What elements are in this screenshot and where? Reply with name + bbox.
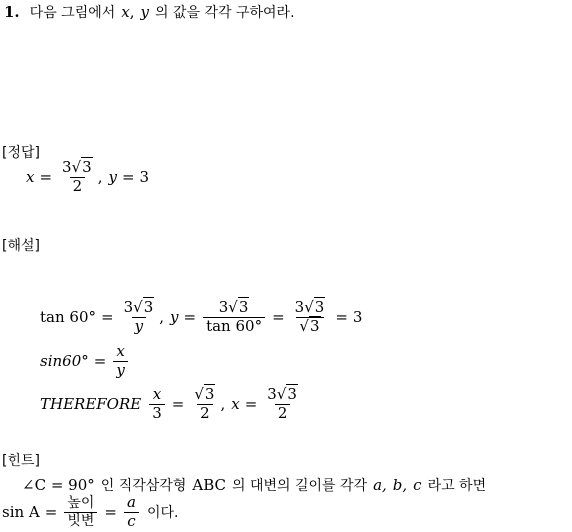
sol3-frac2-den: 2 [197, 404, 213, 422]
answer-y-eq: = [121, 168, 135, 187]
answer-y-val: 3 [139, 168, 150, 187]
sol1-frac2: $\frac{3√3}{\tan 60^\circ}$ [203, 300, 265, 335]
sol1-frac3-root: 3 [314, 298, 325, 316]
problem-var-x: x [121, 3, 130, 21]
hint-angle: ∠C = 90° [22, 476, 95, 494]
answer-x-num-coef: 3 [62, 158, 72, 176]
sol1-frac2-coef: 3 [218, 298, 229, 316]
sol3-frac1-num: x [152, 385, 162, 403]
hint-line-1 [22, 475, 486, 495]
sol1-frac3-coef: 3 [294, 298, 305, 316]
problem-comma: , [129, 3, 135, 21]
sol3-eq2: = [244, 395, 258, 414]
sol3-frac2-root: 3 [204, 385, 215, 403]
hint-frac1-den: 빗변 [64, 512, 97, 529]
hint-text4: 이다. [146, 505, 179, 522]
hint-a: a, [373, 476, 387, 494]
hint-eq1: = [44, 503, 58, 522]
sol3-therefore: THEREFORE [40, 395, 142, 414]
answer-formula [26, 160, 149, 195]
hint-frac2-num: a [126, 493, 136, 511]
solution-line-2 [40, 344, 130, 379]
answer-x: x [26, 168, 35, 187]
sol1-frac1: $\frac{3√3}{y}$ [123, 298, 154, 335]
problem-var-y: y [140, 3, 150, 21]
answer-comma: , [97, 168, 103, 187]
sol3-x: x [231, 395, 240, 414]
hint-c: c [413, 476, 422, 494]
problem-number: 1. [4, 3, 20, 21]
sol3-comma: , [220, 395, 226, 414]
sol1-frac1-root: 3 [143, 298, 154, 316]
sol3-frac2: $\frac{√3}{2}$ [194, 385, 215, 422]
hint-text2: 의 대변의 길이를 각각 [231, 478, 368, 494]
solution-line-3 [40, 387, 303, 422]
sol1-frac1-coef: 3 [123, 298, 134, 316]
sol3-frac3-den: 2 [275, 404, 291, 422]
problem-line [4, 2, 295, 22]
hint-sin: sin A [2, 503, 40, 522]
hint-frac1 [64, 496, 97, 528]
hint-header: [힌트] [2, 453, 40, 469]
answer-x-fraction: $\frac{3√3}{2}$ [62, 158, 92, 195]
sol2-num: x [116, 342, 125, 360]
hint-frac1-num: 높이 [67, 495, 95, 512]
solution-header: [해설] [2, 238, 40, 254]
sol1-frac2-root: 3 [238, 298, 249, 316]
hint-frac2-den: c [124, 512, 138, 530]
sol3-frac1-den: 3 [149, 404, 165, 422]
hint-abc: ABC [192, 476, 226, 494]
sol1-tan: tan 60° [40, 308, 96, 327]
answer-x-den: 2 [70, 177, 86, 195]
sol1-eq3: = [272, 308, 285, 327]
sol3-frac3-coef: 3 [267, 385, 277, 403]
problem-text: 다음 그림에서 [29, 5, 116, 21]
sol1-frac3-den-root: 3 [309, 316, 320, 335]
hint-text3: 라고 하면 [427, 478, 487, 494]
sol3-frac1 [149, 387, 165, 422]
sol1-frac2-den: tan 60° [203, 317, 265, 335]
sol3-frac3: $\frac{3√3}{2}$ [267, 385, 297, 422]
sol1-frac3: $\frac{3√3}{√3}$ [294, 298, 325, 335]
sol2-eq: = [93, 352, 107, 371]
answer-eq: = [39, 168, 53, 187]
sol1-frac1-den: y [132, 317, 146, 335]
sol2-den: y [113, 361, 127, 379]
hint-line-2 [2, 495, 178, 530]
problem-text-end: 의 값을 각각 구하여라. [155, 5, 295, 21]
hint-eq2: = [104, 503, 117, 522]
sol1-eq4: = [335, 308, 348, 327]
sol1-comma: , [159, 308, 165, 327]
sol3-frac3-root: 3 [287, 385, 297, 403]
hint-b: b, [392, 476, 408, 494]
sol1-y: y [170, 308, 179, 327]
answer-x-num-root: 3 [82, 158, 92, 176]
answer-header: [정답] [2, 145, 40, 161]
answer-y: y [108, 168, 117, 187]
solution-line-1 [40, 300, 362, 335]
sol2-frac [113, 344, 127, 379]
sol1-result: 3 [352, 308, 363, 327]
sol3-eq1: = [171, 395, 185, 414]
sol1-eq1: = [101, 308, 114, 327]
hint-frac2 [124, 495, 139, 530]
sol1-eq2: = [183, 308, 197, 327]
hint-text1: 인 직각삼각형 [100, 478, 187, 494]
sol2-sin: sin60° [40, 352, 89, 371]
